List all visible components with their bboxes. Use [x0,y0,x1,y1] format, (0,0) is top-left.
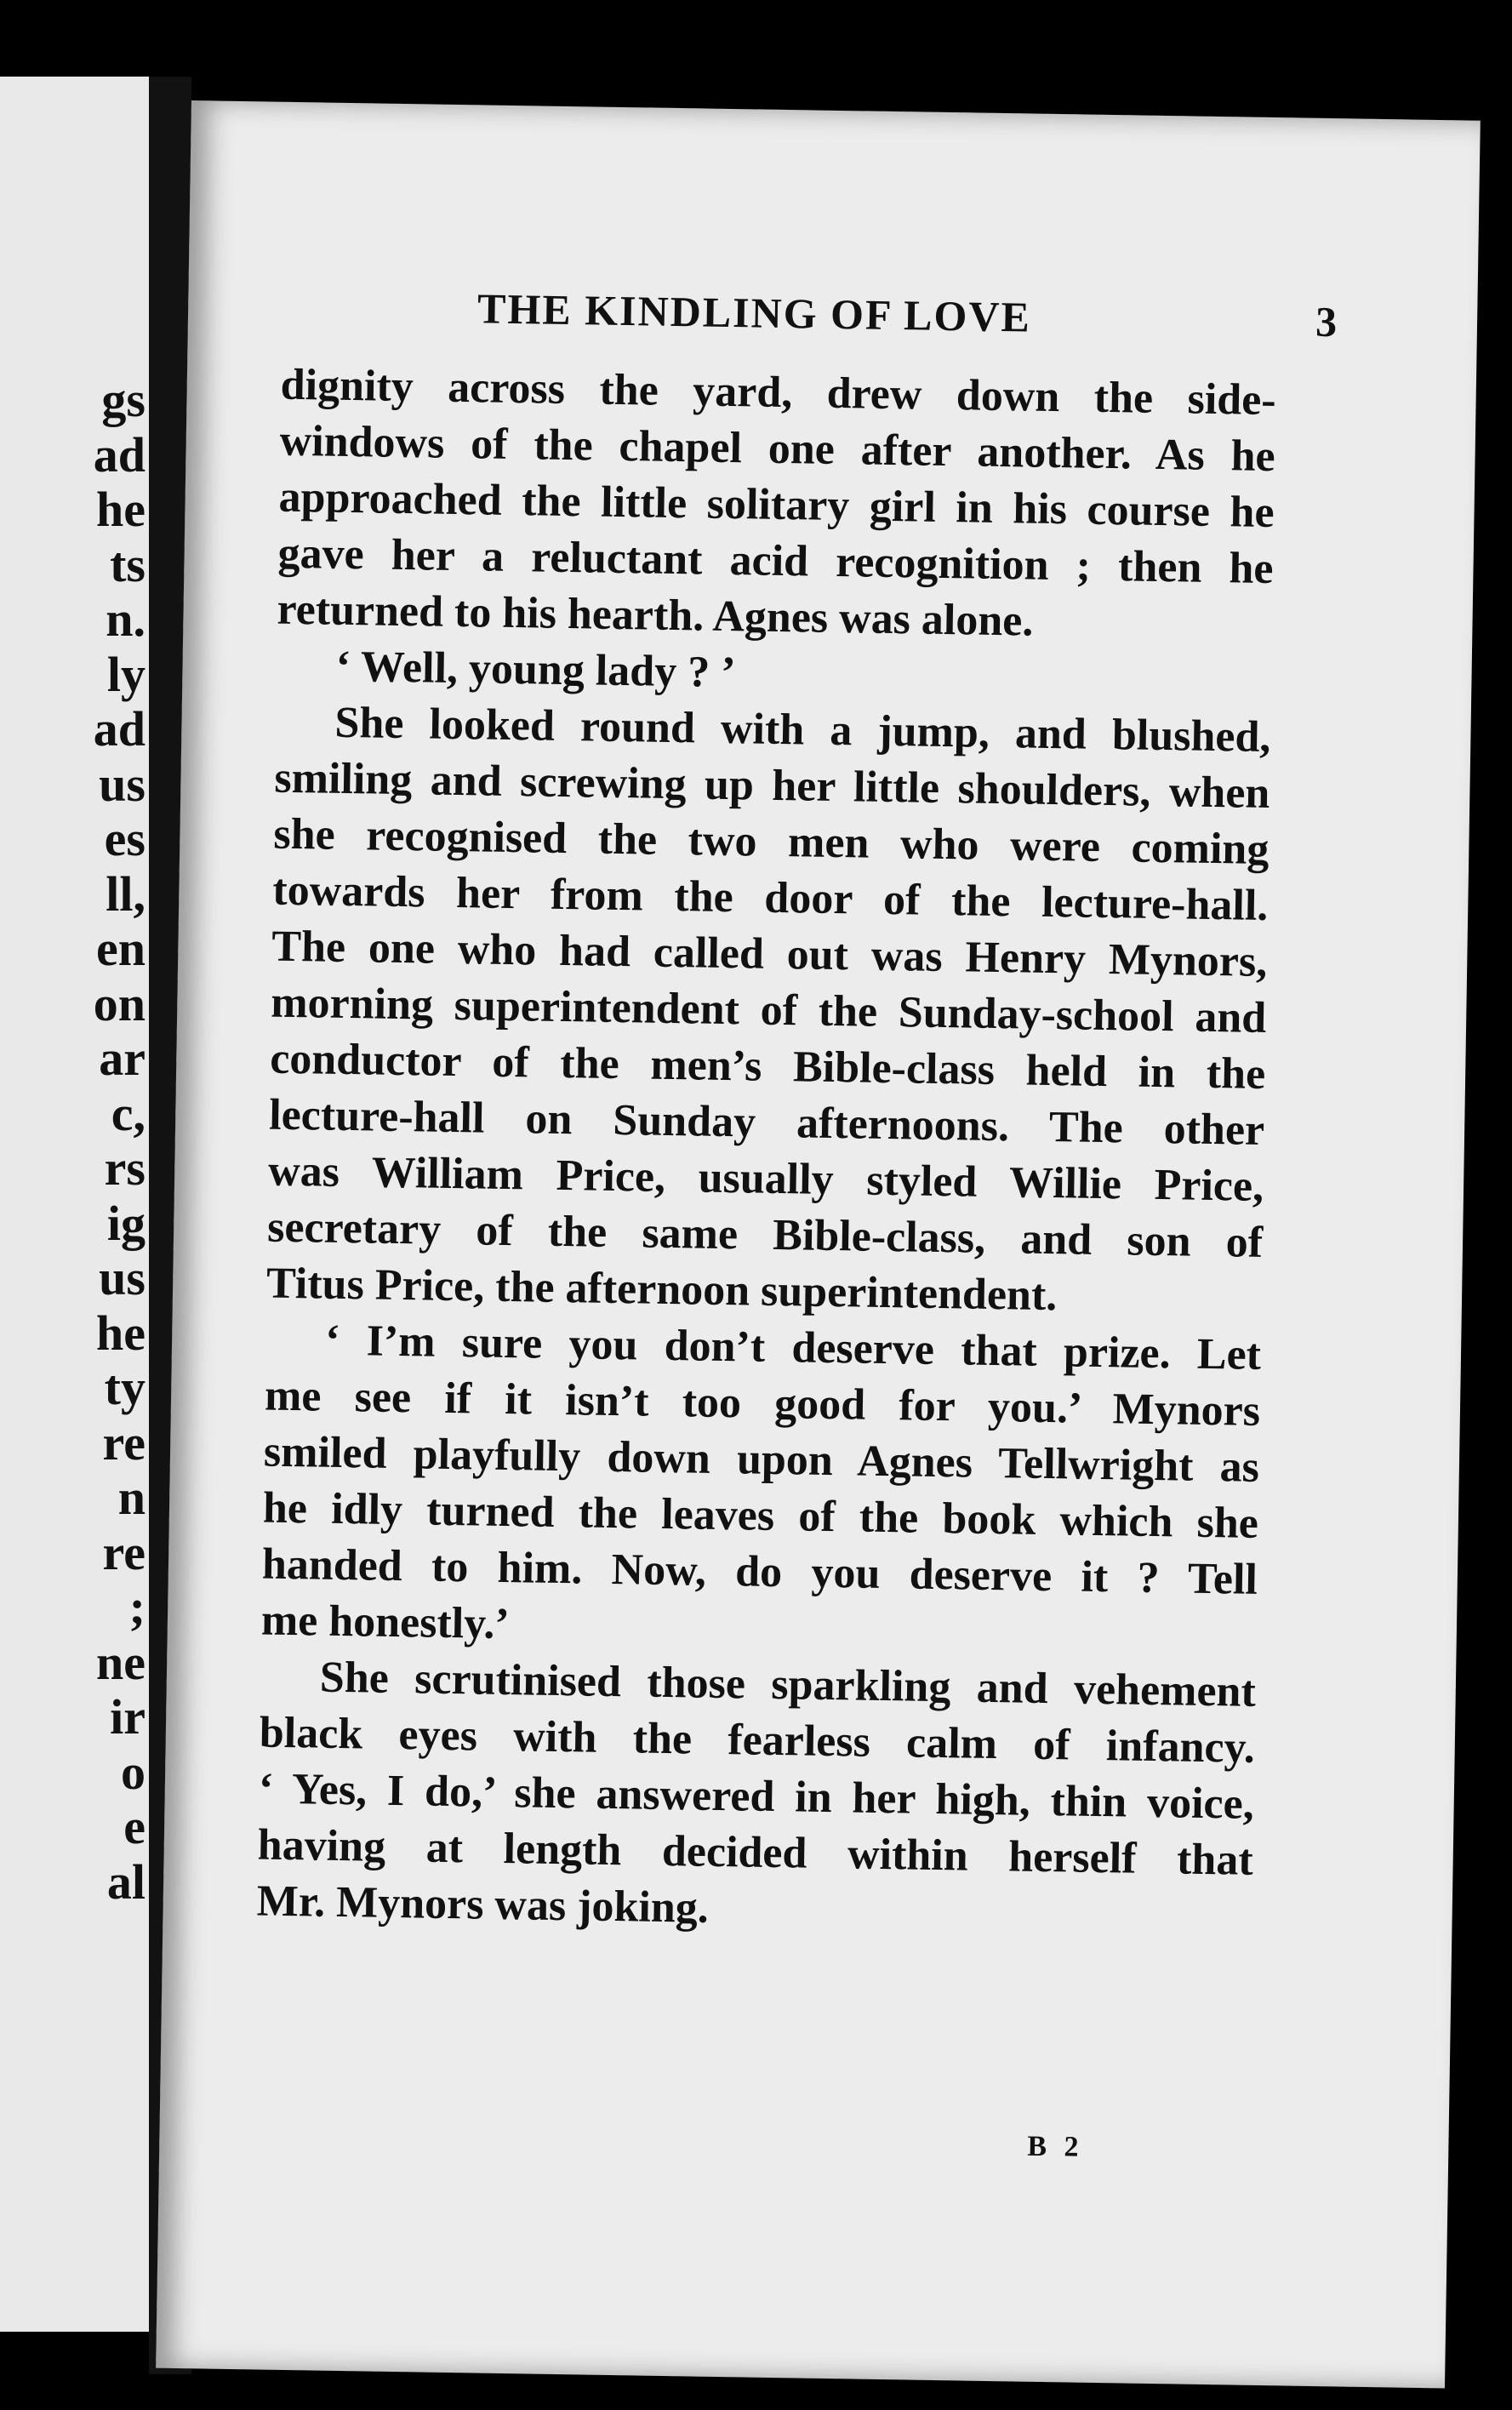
text-line: ‘ Well, young lady ? ’ [335,642,736,698]
text-line: black eyes with the fearless calm of infancy. [259,1708,1256,1773]
text-line: Mr. Mynors was joking. [256,1876,710,1933]
left-page-fragment: re [102,1414,145,1471]
text-line: me see if it isn’t too good for you.’ Mynors [264,1371,1261,1436]
left-page-fragment: ll, [106,865,145,922]
text-line: The one who had called out was Henry Mynors, [271,922,1268,986]
left-facing-page [0,77,149,2332]
left-page-fragment: on [93,975,145,1031]
left-page-fragment: n [117,1470,145,1525]
text-line: returned to his hearth. Agnes was alone. [277,585,1034,646]
text-line: morning superintendent of the Sunday-school and [270,978,1267,1042]
text-line: secretary of the same Bible-class, and son of [266,1202,1264,1267]
left-page-fragment: ad [93,701,145,757]
text-line: having at length decided within herself that [257,1820,1254,1885]
running-head [477,283,1338,346]
left-page-fragment: al [106,1853,145,1910]
text-line: handed to him. Now, do you deserve it ? Tell [261,1539,1258,1604]
text-line: towards her from the door of the lecture-hall. [271,865,1269,930]
left-page-fragment: ly [106,646,145,702]
right-page [156,100,1481,2388]
left-page-fragment: ad [93,426,145,483]
text-line: he idly turned the leaves of the book which she [262,1483,1259,1548]
body-text [256,357,1276,1945]
left-page-fragment: o [121,1744,145,1800]
text-line: gave her a reluctant acid recognition ; then he [277,528,1274,594]
left-page-fragment: ar [99,1031,145,1086]
left-page-fragment: ty [104,1360,145,1415]
text-line: dignity across the yard, drew down the side- [280,360,1277,425]
text-line: approached the little solitary girl in his course he [278,472,1275,538]
text-line: She scrutinised those sparkling and vehement [319,1653,1257,1716]
left-page-fragment: us [99,1250,145,1305]
left-page-fragment: es [104,811,145,866]
text-line: smiled playfully down upon Agnes Tellwright as [263,1427,1260,1492]
left-page-fragment: re [102,1524,145,1580]
text-line: smiling and screwing up her little shoulders, when [274,753,1270,819]
left-page-fragment: rs [104,1140,145,1196]
left-page-fragment: n. [106,591,145,647]
text-line: She looked round with a jump, and blushed, [334,698,1271,762]
text-line: me honestly.’ [260,1596,511,1649]
left-page-fragment: ir [110,1689,145,1745]
text-line: ‘ Yes, I do,’ she answered in her high, thin voice, [258,1764,1255,1829]
signature-mark: B 2 [1027,2130,1084,2163]
left-page-fragment: he [96,1305,145,1361]
left-page-line-endings [94,373,145,1910]
text-line: windows of the chapel one after another. As he [279,416,1276,482]
text-line: lecture-hall on Sunday afternoons. The other [268,1090,1265,1155]
left-page-fragment: c, [111,1085,145,1141]
left-page-fragment: en [96,921,145,976]
text-line: she recognised the two men who were coming [273,809,1270,874]
text-line: was William Price, usually styled Willie Price, [267,1146,1264,1211]
text-line: conductor of the men’s Bible-class held in the [269,1034,1266,1099]
left-page-fragment: he [96,482,145,537]
left-page-fragment: ts [110,536,145,592]
left-page-fragment: us [99,756,145,812]
text-line: ‘ I’m sure you don’t deserve that prize. Let [324,1316,1262,1379]
left-page-fragment: gs [101,372,145,427]
running-title: THE KINDLING OF LOVE [476,284,1032,341]
left-page-fragment: ; [128,1579,145,1635]
left-page-fragment: ne [96,1634,145,1690]
left-page-fragment: ig [106,1195,145,1251]
left-page-fragment: e [123,1799,145,1854]
page-number: 3 [1315,297,1338,346]
text-line: Titus Price, the afternoon superintendent. [265,1259,1058,1321]
